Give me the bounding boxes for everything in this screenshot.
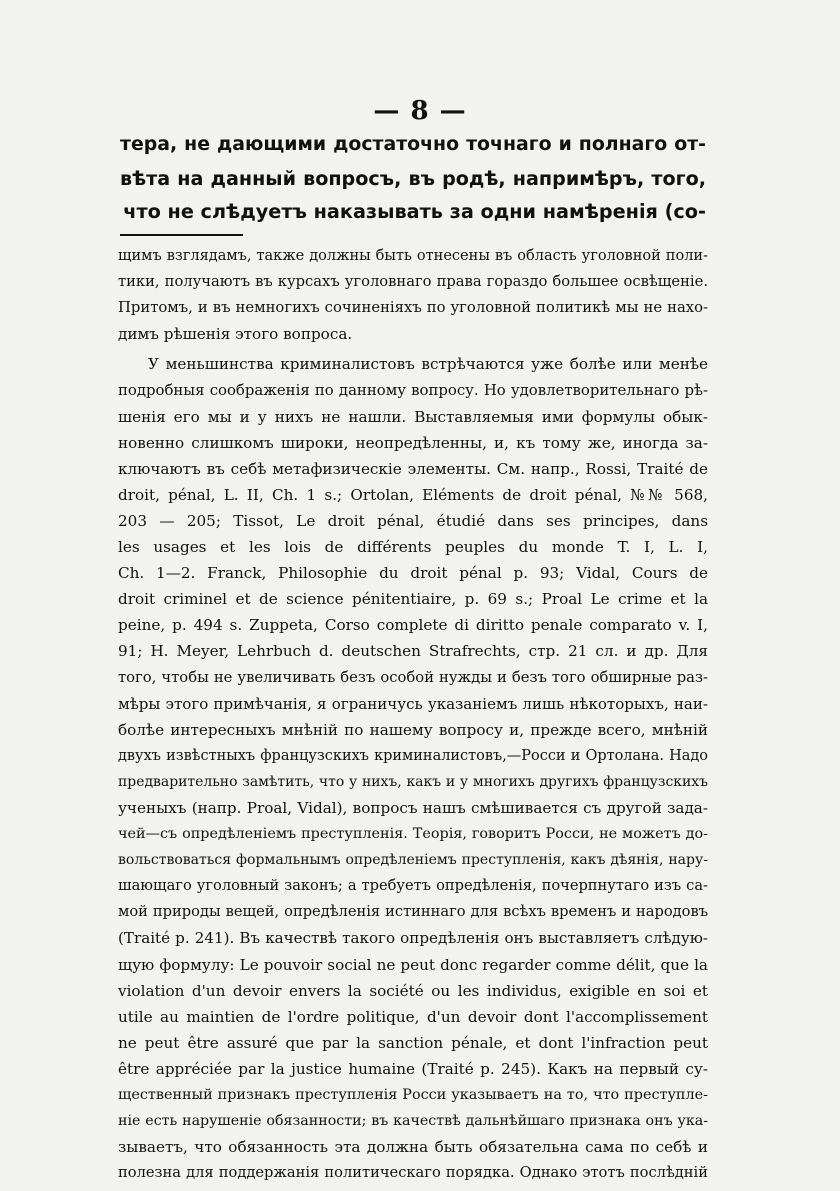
footnote-line: полезна для поддержанія политическаго порядка. Однако этотъ послѣдній bbox=[118, 1164, 708, 1182]
footnote-line: ніе есть нарушеніе обязанности; въ качествѣ дальнѣйшаго признака онъ ука- bbox=[118, 1113, 708, 1130]
footnote-line: тики, получаютъ въ курсахъ уголовнаго права гораздо большее освѣщеніе. bbox=[118, 273, 708, 291]
footnote-line: болѣе интересныхъ мнѣній по нашему вопросу и, прежде всего, мнѣній bbox=[118, 720, 708, 739]
footnote-line: щественный признакъ преступленія Росси указываетъ на то, что преступле- bbox=[118, 1087, 708, 1103]
footnote-line: 91; H. Meyer, Lehrbuch d. deutschen Strafrechts, стр. 21 сл. и др. Для bbox=[118, 642, 708, 661]
footnote-line: зываетъ, что обязанность эта должна быть обязательна сама по себѣ и bbox=[118, 1138, 708, 1157]
footnote-line: мой природы вещей, опредѣленія истиннаго для всѣхъ временъ и народовъ bbox=[118, 903, 708, 921]
footnote-line: шающаго уголовный законъ; а требуетъ опредѣленія, почерпнутаго изъ са- bbox=[118, 877, 708, 895]
footnote-line: щимъ взглядамъ, также должны быть отнесены въ область уголовной поли- bbox=[118, 248, 708, 264]
footnote-line: ключаютъ въ себѣ метафизическіе элементы. См. напр., Rossi, Traité de bbox=[118, 459, 708, 478]
footnote-line: Притомъ, и въ немногихъ сочиненіяхъ по уголовной политикѣ мы не нахо- bbox=[118, 299, 708, 317]
footnote-line: щую формулу: Le pouvoir social ne peut donc regarder comme délit, que la bbox=[118, 955, 708, 974]
footnote-line: димъ рѣшенія этого вопроса. bbox=[118, 325, 353, 344]
footnote-line: ученыхъ (напр. Proal, Vidal), вопросъ нашъ смѣшивается съ другой зада- bbox=[118, 798, 708, 817]
main-line: вѣта на данный вопросъ, въ родѣ, напримѣръ, того, bbox=[120, 166, 706, 190]
footnote-line: шенія его мы и у нихъ не нашли. Выставляемыя ими формулы обык- bbox=[118, 407, 708, 426]
footnote-line: (Traité p. 241). Въ качествѣ такого опредѣленія онъ выставляетъ слѣдую- bbox=[118, 929, 708, 948]
footnote-line: être appréciée par la justice humaine (Traité p. 245). Какъ на первый су- bbox=[118, 1059, 708, 1078]
footnote-separator bbox=[120, 234, 243, 236]
footnote-line: чей—съ опредѣленіемъ преступленія. Теорія, говоритъ Росси, не можетъ до- bbox=[118, 826, 708, 843]
main-text bbox=[120, 128, 706, 229]
footnote-line: peine, p. 494 s. Zuppeta, Corso complete di diritto penale comparato v. I, bbox=[118, 616, 708, 635]
footnote-line: utile au maintien de l'ordre politique, d'un devoir dont l'accomplissement bbox=[118, 1007, 708, 1026]
main-line: тера, не дающими достаточно точнаго и полнаго от- bbox=[120, 133, 706, 155]
footnote-line: того, чтобы не увеличивать безъ особой нужды и безъ того обширные раз- bbox=[118, 668, 708, 686]
footnote-line: подробныя соображенія по данному вопросу. Но удовлетворительнаго рѣ- bbox=[118, 381, 708, 400]
footnote-line: violation d'un devoir envers la société ou les individus, exigible en soi et bbox=[118, 981, 708, 1000]
footnote-line: предварительно замѣтить, что у нихъ, какъ и у многихъ другихъ французскихъ bbox=[118, 773, 708, 790]
footnote-line: вольствоваться формальнымъ опредѣленіемъ преступленія, какъ дѣянія, нару- bbox=[118, 852, 708, 869]
footnote-line: ne peut être assuré que par la sanction pénale, et dont l'infraction peut bbox=[118, 1033, 708, 1052]
footnote bbox=[118, 243, 708, 1186]
footnote-line: droit criminel et de science pénitentiaire, p. 69 s.; Proal Le crime et la bbox=[118, 590, 708, 609]
footnote-line: мѣры этого примѣчанія, я ограничусь указаніемъ лишь нѣкоторыхъ, наи- bbox=[118, 694, 708, 713]
footnote-line: droit, pénal, L. II, Ch. 1 s.; Ortolan, Eléments de droit pénal, №№ 568, bbox=[118, 485, 708, 504]
footnote-line: новенно слишкомъ широки, неопредѣленны, и, къ тому же, иногда за- bbox=[118, 433, 708, 452]
page-number: — 8 — bbox=[373, 96, 467, 126]
footnote-line: Ch. 1—2. Franck, Philosophie du droit pénal p. 93; Vidal, Cours de bbox=[118, 564, 708, 583]
footnote-line: У меньшинства криминалистовъ встрѣчаются уже болѣе или менѣе bbox=[148, 355, 708, 374]
footnote-line: 203 — 205; Tissot, Le droit pénal, étudié dans ses principes, dans bbox=[118, 511, 708, 530]
footnote-line: двухъ извѣстныхъ французскихъ криминалистовъ,—Росси и Ортолана. Надо bbox=[118, 747, 708, 764]
main-line: что не слѣдуетъ наказывать за одни намѣренія (со- bbox=[123, 200, 706, 223]
footnote-line: les usages et les lois de différents peuples du monde T. I, L. I, bbox=[118, 538, 708, 557]
